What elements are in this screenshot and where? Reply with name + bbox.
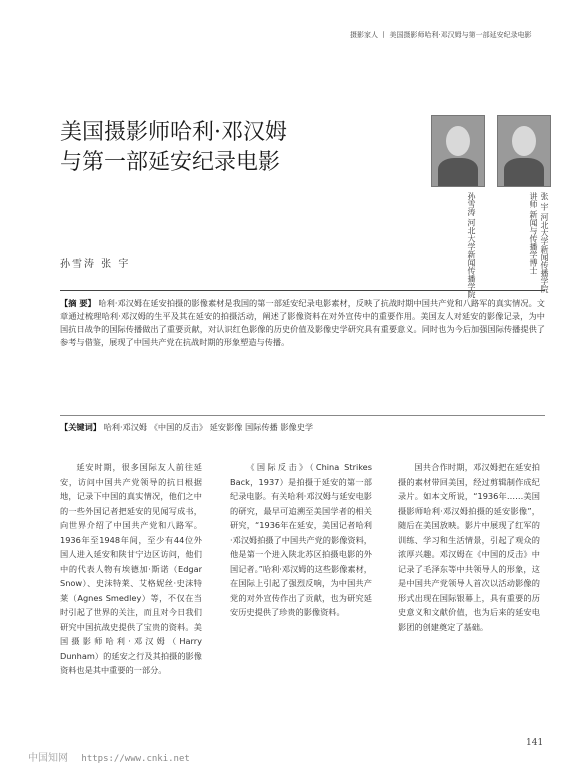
title-line-2: 与第一部延安纪录电影 [60, 150, 281, 175]
author-caption-right-b: 讲师 新闻与传播学博士 [529, 192, 538, 275]
author-photo-right [497, 115, 551, 187]
footer-watermark [28, 749, 190, 764]
keywords-label: 【关键词】 [60, 422, 101, 432]
footer-url[interactable]: https://www.cnki.net [81, 754, 190, 764]
body-column-2: 《国际反击》（China Strikes Back，1937）是拍摄于延安的第一部纪录电影。有关哈利·邓汉姆与延安电影的研究，最早可追溯至美国学者的相关研究，“1936年在延安，美国记者哈利·邓汉姆拍摄了中国共产党的影像资料，他是第一个进入陕北苏区拍摄电影的外国记者。”哈利·邓汉姆的这些影像素材，在国际上引起了强烈反响，为中国共产党的对外宣传作出了贡献，也为研究延安历史提供了珍贵的影像资料。 [230, 462, 372, 617]
cnki-logo: 中国知网 [28, 753, 68, 764]
article-title [60, 118, 287, 178]
abstract [60, 290, 545, 349]
title-line-1: 美国摄影师哈利·邓汉姆 [60, 120, 287, 145]
author-names: 孙雪涛 张 宇 [60, 259, 131, 270]
body-column-3: 国共合作时期，邓汉姆把在延安拍摄的素材带回美国，经过剪辑制作成纪录片。如本文所说，“1936年……美国摄影师哈利·邓汉姆拍摄的延安影像”，随后在美国放映。影片中展现了红军的训练、学习和生活情景，引起了观众的浓厚兴趣。邓汉姆在《中国的反击》中记录了毛泽东等中共领导人的形象，这是中国共产党领导人首次以活动影像的形式出现在国际银幕上，具有重要的历史意义和文献价值，也为后来的延安电影团的创建奠定了基础。 [398, 462, 540, 632]
abstract-text: 哈利·邓汉姆在延安拍摄的影像素材是我国的第一部延安纪录电影素材，反映了抗战时期中国共产党和八路军的真实情况。文章通过梳理哈利·邓汉姆的生平及其在延安的拍摄活动，阐述了影像资料在对外宣传中的重要作用。美国友人对延安的影像记录，为中国抗日战争的国际传播做出了重要贡献，对认识红色影像的历史价值及影像史学研究具有重要意义。同时也为今后加强国际传播提供了参考与借鉴，展现了中国共产党在抗战时期的形象塑造与传播。 [60, 298, 545, 347]
author-caption-left: 孙雪涛 河北大学新闻传播学院 [467, 192, 476, 299]
author-photo-left [431, 115, 485, 187]
running-header: 摄影家人 丨 美国摄影师哈利·邓汉姆与第一部延安纪录电影 [350, 31, 532, 39]
keywords-text: 哈利·邓汉姆 《中国的反击》 延安影像 国际传播 影像史学 [103, 422, 314, 432]
keywords [60, 415, 545, 433]
abstract-label: 【摘 要】 [60, 298, 96, 308]
body-column-1: 延安时期，很多国际友人前往延安，访问中国共产党领导的抗日根据地，记录下中国的真实情况，他们之中的一些外国记者把延安的见闻写成书，向世界介绍了中国共产党和八路军。1936年至1948年间，至少有44位外国人进入延安和陕甘宁边区访问，他们中的代表人物有埃德加·斯诺（Edgar Snow）、史沫特莱、艾格妮丝·史沫特莱（Agnes Smedley）等，不仅在当时引起了世界的关注，而且对今日我们研究中国抗战史提供了宝贵的资料。美国摄影师哈利·邓汉姆（Harry Dunham）的延安之行及其拍摄的影像资料也是其中重要的一部分。 [60, 462, 202, 675]
page-number: 141 [526, 738, 544, 748]
author-caption-right-a: 张 宇 河北大学新闻传播学院 [540, 192, 549, 294]
